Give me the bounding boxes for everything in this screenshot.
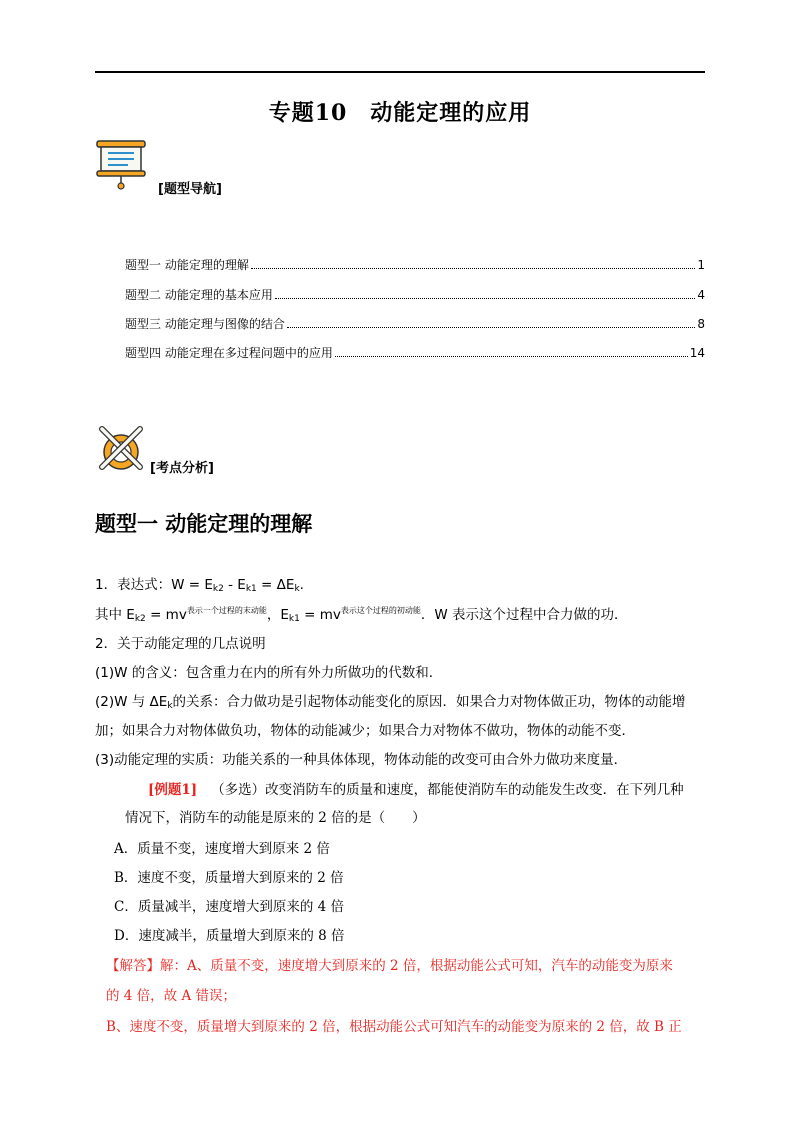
toc-entry[interactable]: 题型四 动能定理在多过程问题中的应用 14 (125, 346, 705, 360)
answer-line: 的 4 倍，故 A 错误； (106, 988, 237, 1004)
answer-line: 【解答】解：A、质量不变，速度增大到原来的 2 倍，根据动能公式可知，汽车的动能变为原来 (106, 958, 673, 974)
example-question-line: 情况下，消防车的动能是原来的 2 倍的是（ ） (125, 810, 426, 826)
nav-section-label: [题型导航] (158, 182, 222, 197)
answer-line: B、速度不变，质量增大到原来的 2 倍，根据动能公式可知汽车的动能变为原来的 2 倍，故 B 正 (106, 1019, 682, 1035)
toc-entry[interactable]: 题型三 动能定理与图像的结合 8 (125, 317, 705, 331)
text-line: 2．关于动能定理的几点说明 (95, 636, 266, 652)
text-line: (3)动能定理的实质：功能关系的一种具体体现，物体动能的改变可由合外力做功来度量． (95, 752, 628, 768)
option-c: C．质量减半，速度增大到原来的 4 倍 (114, 899, 345, 915)
page-title: 专题10 动能定理的应用 (268, 100, 532, 126)
toc-entry[interactable]: 题型一 动能定理的理解 1 (125, 258, 705, 272)
formula-line: 1．表达式：$W = E_{k2} - E_{k1} = \Delta E_k$. (95, 577, 304, 594)
section-heading: 题型一 动能定理的理解 (95, 512, 313, 536)
option-b: B．速度不变，质量增大到原来的 2 倍 (114, 870, 344, 886)
crossed-pencils-icon (96, 424, 146, 474)
analysis-section-label: [考点分析] (150, 461, 214, 476)
example-question-line: [例题1] （多选）改变消防车的质量和速度，都能使消防车的动能发生改变．在下列几种 (148, 782, 684, 798)
toc-entry[interactable]: 题型二 动能定理的基本应用 4 (125, 288, 705, 302)
projector-screen-icon (95, 140, 147, 190)
text-line: 加；如果合力对物体做负功，物体的动能减少；如果合力对物体不做功，物体的动能不变． (95, 723, 635, 739)
text-line: (2)W 与 $\Delta E_k$的关系：合力做功是引起物体动能变化的原因．如果合力对物体做正功，物体的动能增 (95, 694, 686, 711)
formula-explanation: 其中 $E_{k2} = mv^{表示一个过程的末动能}$，$E_{k1} = mv^{表示这个过程的初动能}$．W 表示这个过程中合力做的功． (95, 606, 628, 624)
header-rule (95, 71, 705, 73)
text-line: (1)W 的含义：包含重力在内的所有外力所做功的代数和． (95, 665, 443, 681)
option-a: A．质量不变，速度增大到原来 2 倍 (114, 841, 330, 857)
option-d: D．速度减半，质量增大到原来的 8 倍 (114, 928, 345, 944)
example-tag: [例题1] (148, 782, 198, 798)
